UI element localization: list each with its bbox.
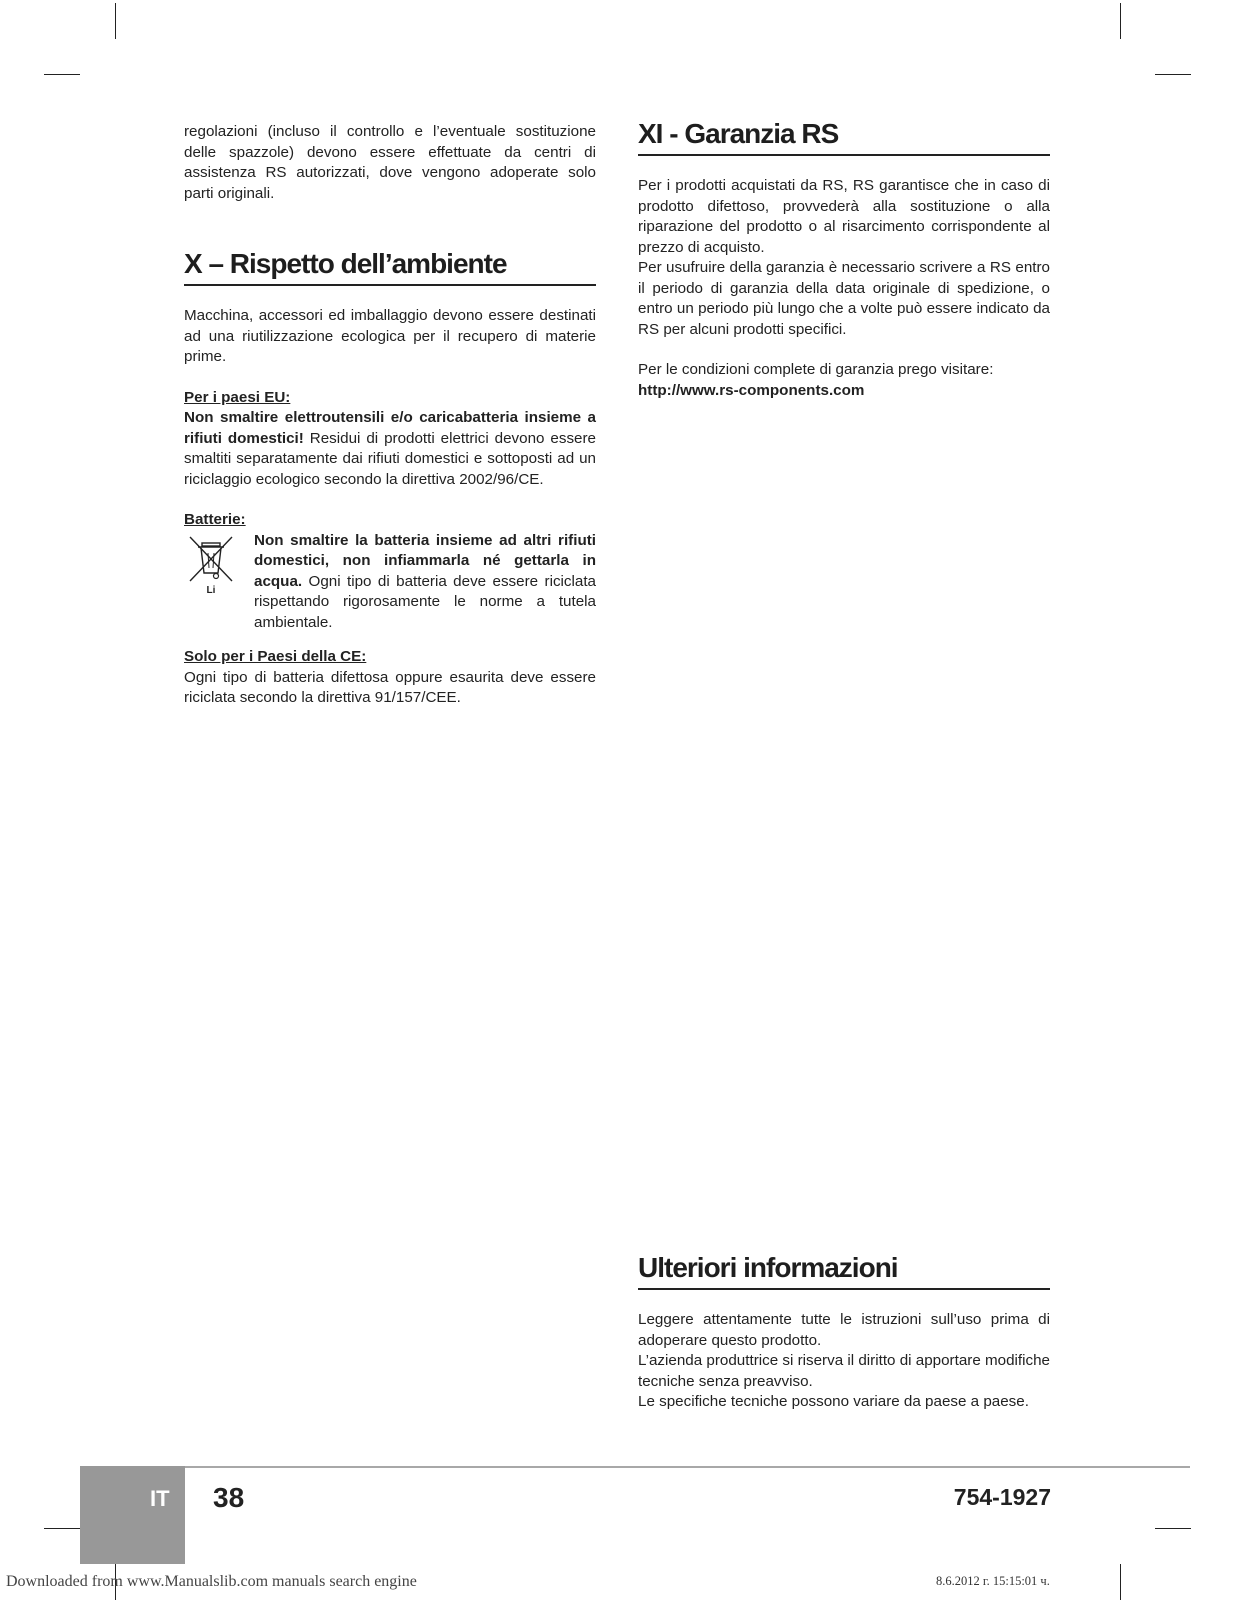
ce-label: Solo per i Paesi della CE:: [184, 648, 367, 665]
crop-mark-top-right-horizontal: [1155, 74, 1191, 75]
crop-mark-top-right-vertical: [1120, 3, 1121, 39]
crossed-out-wheelie-bin-icon: [184, 533, 244, 602]
warranty-paragraph-1: Per i prodotti acquistati da RS, RS garantisce che in caso di prodotto difettoso, provvederà alla sostituzione o alla riparazione del prodotto o al risarcimento corrispondente al prezzo di acquisto.: [638, 177, 1050, 256]
crop-mark-top-left-horizontal: [44, 74, 80, 75]
environment-paragraph: Macchina, accessori ed imballaggio devono essere destinati ad una riutilizzazione ecologica per il recupero di materie prime.: [184, 307, 596, 365]
warranty-paragraph-2: Per usufruire della garanzia è necessario scrivere a RS entro il periodo di garanzia della data originale di spedizione, o entro un periodo più lungo che a volte può essere indicato da RS per alcuni prodotti specifici.: [638, 259, 1050, 338]
ce-paragraph: Ogni tipo di batteria difettosa oppure esaurita deve essere riciclata secondo la direttiva 91/157/CEE.: [184, 668, 596, 706]
eu-paragraph: [184, 408, 596, 490]
footer-rule: [185, 1466, 1190, 1468]
footer-language: IT: [150, 1486, 170, 1511]
info-column: [638, 1252, 1050, 1413]
page-number: 38: [213, 1482, 245, 1513]
crop-mark-bottom-right-vertical: [1120, 1564, 1121, 1600]
crop-mark-bottom-left-horizontal: [44, 1528, 80, 1529]
footer-language-band: [80, 1466, 185, 1564]
battery-text: Ogni tipo di batteria deve essere riciclata rispettando rigorosamente le norme a tutela ambientale.: [254, 572, 596, 631]
battery-warning: Non smaltire la batteria insieme ad altri rifiuti domestici, non infiammarla né gettarla in acqua.: [254, 531, 596, 590]
battery-icon-label: Li: [206, 584, 216, 595]
left-column: [184, 122, 596, 709]
date-slug: 8.6.2012 г. 15:15:01 ч.: [936, 1574, 1050, 1588]
warranty-url[interactable]: http://www.rs-components.com: [638, 381, 865, 399]
right-column: [638, 118, 1050, 401]
warranty-paragraph-3: Per le condizioni complete di garanzia prego visitare:: [638, 361, 994, 378]
intro-paragraph: regolazioni (incluso il controllo e l’eventuale sostituzione delle spazzole) devono essere effettuate da centri di assistenza RS autorizzati, dove vengono adoperate solo parti originali.: [184, 123, 596, 202]
download-note[interactable]: Downloaded from www.Manualslib.com manuals search engine: [6, 1573, 417, 1590]
section-x-heading: X – Rispetto dell’ambiente: [184, 248, 596, 286]
crop-mark-top-left-vertical: [115, 3, 116, 39]
product-code: 754-1927: [953, 1484, 1051, 1510]
section-xi-heading: XI - Garanzia RS: [638, 118, 1050, 156]
eu-warning: Non smaltire elettroutensili e/o caricabatteria insieme a rifiuti domestici!: [184, 409, 596, 447]
eu-label: Per i paesi EU:: [184, 388, 291, 406]
crop-mark-bottom-right-horizontal: [1155, 1528, 1191, 1529]
battery-block: [184, 531, 596, 634]
info-line-3: Le specifiche tecniche possono variare da paese a paese.: [638, 1393, 1029, 1410]
eu-text: Residui di prodotti elettrici devono essere smaltiti separatamente dai rifiuti domestici e sottoposti ad un riciclaggio ecologico secondo la direttiva 2002/96/CE.: [184, 429, 596, 488]
battery-label: Batterie:: [184, 511, 246, 528]
info-heading: Ulteriori informazioni: [638, 1252, 1050, 1290]
battery-paragraph: [254, 531, 596, 634]
info-line-1: Leggere attentamente tutte le istruzioni sull’uso prima di adoperare questo prodotto.: [638, 1311, 1050, 1349]
info-line-2: L’azienda produttrice si riserva il diritto di apportare modifiche tecniche senza preavviso.: [638, 1352, 1050, 1390]
